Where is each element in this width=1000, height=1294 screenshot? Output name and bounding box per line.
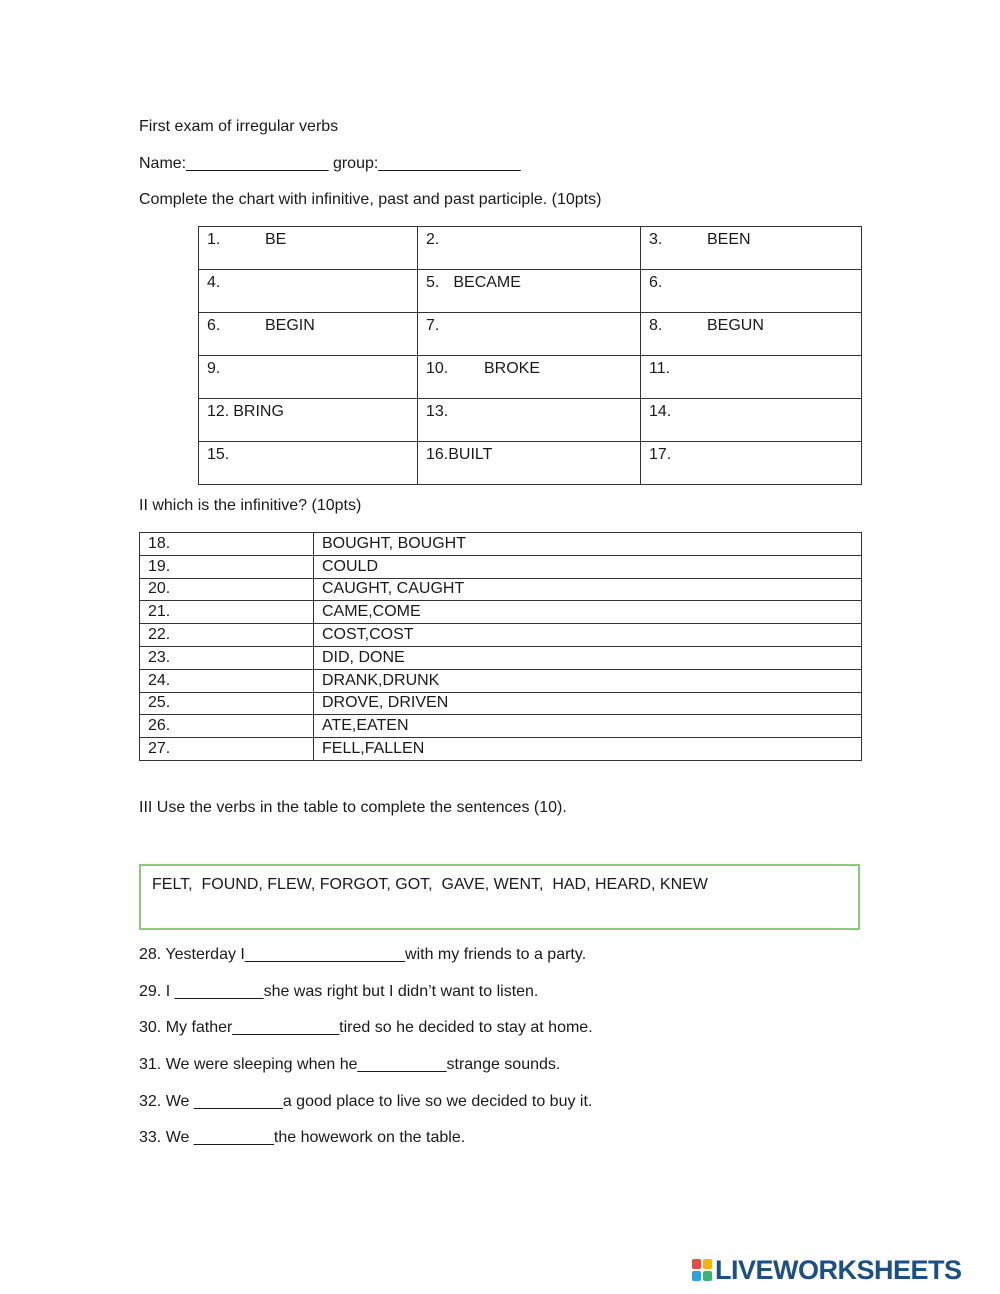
row-number: 26. bbox=[140, 715, 314, 738]
row-verbs: BOUGHT, BOUGHT bbox=[314, 533, 862, 556]
chart-cell[interactable] bbox=[418, 270, 641, 313]
chart-row bbox=[199, 442, 862, 485]
table-row bbox=[140, 555, 862, 578]
row-number: 25. bbox=[140, 692, 314, 715]
table-row bbox=[140, 601, 862, 624]
chart-cell[interactable] bbox=[641, 442, 862, 485]
logo-square bbox=[692, 1271, 701, 1281]
cell-number: 6. bbox=[207, 317, 221, 334]
table-row bbox=[140, 533, 862, 556]
chart-row bbox=[199, 399, 862, 442]
section1-instruction: Complete the chart with infinitive, past and past participle. (10pts) bbox=[139, 191, 602, 208]
chart-cell[interactable] bbox=[641, 270, 862, 313]
section3-instruction: III Use the verbs in the table to complete the sentences (10). bbox=[139, 799, 567, 816]
page-title: First exam of irregular verbs bbox=[139, 118, 339, 135]
cell-word: BEGIN bbox=[265, 317, 315, 334]
table-row bbox=[140, 646, 862, 669]
liveworksheets-logo bbox=[692, 1256, 962, 1284]
table-row bbox=[140, 624, 862, 647]
cell-number: 14. bbox=[649, 403, 672, 420]
chart-cell[interactable] bbox=[418, 227, 641, 270]
cell-word: BE bbox=[265, 231, 287, 248]
table-row bbox=[140, 669, 862, 692]
cell-number: 9. bbox=[207, 360, 221, 377]
cell-word: BUILT bbox=[448, 446, 493, 463]
chart-cell[interactable] bbox=[199, 399, 418, 442]
cell-number: 6. bbox=[649, 274, 663, 291]
chart-row bbox=[199, 270, 862, 313]
logo-square bbox=[692, 1259, 701, 1269]
row-number: 22. bbox=[140, 624, 314, 647]
cell-number: 10. bbox=[426, 360, 449, 377]
word-bank-text: FELT, FOUND, FLEW, FORGOT, GOT, GAVE, WENT, HAD, HEARD, KNEW bbox=[152, 876, 708, 893]
row-verbs: COST,COST bbox=[314, 624, 862, 647]
row-number: 24. bbox=[140, 669, 314, 692]
row-number: 23. bbox=[140, 646, 314, 669]
cell-number: 11. bbox=[649, 360, 671, 377]
sentence-item[interactable]: 29. I __________she was right but I didn’t want to listen. bbox=[139, 983, 539, 1000]
cell-word: BECAME bbox=[453, 274, 521, 291]
cell-word: BEGUN bbox=[707, 317, 764, 334]
cell-number: 16. bbox=[426, 446, 449, 463]
row-number: 20. bbox=[140, 578, 314, 601]
cell-number: 5. bbox=[426, 274, 440, 291]
sentence-item[interactable]: 31. We were sleeping when he__________strange sounds. bbox=[139, 1056, 561, 1073]
chart-cell[interactable] bbox=[418, 356, 641, 399]
sentence-item[interactable]: 33. We _________the howework on the table. bbox=[139, 1129, 466, 1146]
cell-number: 15. bbox=[207, 446, 230, 463]
cell-word: BRING bbox=[233, 403, 284, 420]
logo-text: LIVEWORKSHEETS bbox=[715, 1255, 962, 1285]
chart-cell[interactable] bbox=[641, 227, 862, 270]
cell-number: 17. bbox=[649, 446, 672, 463]
cell-word: BROKE bbox=[484, 360, 541, 377]
table-row bbox=[140, 738, 862, 761]
row-verbs: FELL,FALLEN bbox=[314, 738, 862, 761]
row-number: 21. bbox=[140, 601, 314, 624]
logo-square bbox=[703, 1271, 712, 1281]
chart-cell[interactable] bbox=[418, 442, 641, 485]
cell-word: BEEN bbox=[707, 231, 751, 248]
cell-number: 1. bbox=[207, 231, 221, 248]
sentence-item[interactable]: 32. We __________a good place to live so we decided to buy it. bbox=[139, 1093, 593, 1110]
cell-number: 8. bbox=[649, 317, 663, 334]
row-number: 19. bbox=[140, 555, 314, 578]
chart-row bbox=[199, 227, 862, 270]
logo-mark-icon bbox=[692, 1259, 712, 1281]
chart-cell[interactable] bbox=[641, 356, 862, 399]
chart-row bbox=[199, 356, 862, 399]
verb-chart bbox=[198, 226, 862, 485]
row-verbs: DID, DONE bbox=[314, 646, 862, 669]
infinitive-table bbox=[139, 532, 862, 761]
chart-cell[interactable] bbox=[641, 399, 862, 442]
chart-cell[interactable] bbox=[199, 313, 418, 356]
row-number: 18. bbox=[140, 533, 314, 556]
cell-number: 3. bbox=[649, 231, 663, 248]
chart-cell[interactable] bbox=[199, 227, 418, 270]
chart-cell[interactable] bbox=[418, 313, 641, 356]
table-row bbox=[140, 692, 862, 715]
row-number: 27. bbox=[140, 738, 314, 761]
name-group-line: Name:________________ group:________________ bbox=[139, 155, 521, 172]
row-verbs: ATE,EATEN bbox=[314, 715, 862, 738]
row-verbs: DROVE, DRIVEN bbox=[314, 692, 862, 715]
table-row bbox=[140, 715, 862, 738]
sentence-item[interactable]: 28. Yesterday I__________________with my friends to a party. bbox=[139, 946, 587, 963]
sentence-item[interactable]: 30. My father____________tired so he decided to stay at home. bbox=[139, 1019, 593, 1036]
chart-cell[interactable] bbox=[199, 270, 418, 313]
chart-cell[interactable] bbox=[641, 313, 862, 356]
chart-row bbox=[199, 313, 862, 356]
cell-number: 4. bbox=[207, 274, 221, 291]
chart-cell[interactable] bbox=[199, 442, 418, 485]
table-row bbox=[140, 578, 862, 601]
row-verbs: CAME,COME bbox=[314, 601, 862, 624]
section2-instruction: II which is the infinitive? (10pts) bbox=[139, 497, 362, 514]
cell-number: 7. bbox=[426, 317, 440, 334]
chart-cell[interactable] bbox=[199, 356, 418, 399]
word-bank-box bbox=[139, 864, 860, 930]
cell-number: 12. bbox=[207, 403, 230, 420]
cell-number: 13. bbox=[426, 403, 449, 420]
logo-square bbox=[703, 1259, 712, 1269]
chart-cell[interactable] bbox=[418, 399, 641, 442]
cell-number: 2. bbox=[426, 231, 440, 248]
row-verbs: CAUGHT, CAUGHT bbox=[314, 578, 862, 601]
row-verbs: DRANK,DRUNK bbox=[314, 669, 862, 692]
row-verbs: COULD bbox=[314, 555, 862, 578]
